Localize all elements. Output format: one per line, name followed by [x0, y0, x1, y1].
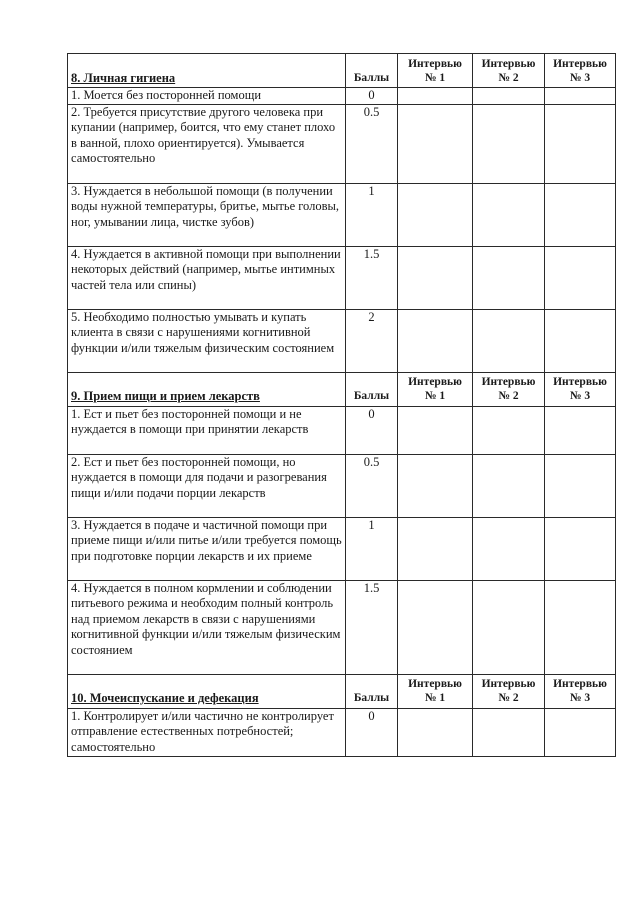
- score-value: 1.5: [346, 580, 398, 674]
- table-row: [68, 183, 616, 246]
- criterion-text: 5. Необходимо полностью умывать и купать клиента в связи с нарушениями когнитивной функции и/или тяжелым физическим состоянием: [68, 309, 346, 372]
- interview-2-cell[interactable]: [473, 183, 545, 246]
- interview-2-header: Интервью № 2: [473, 674, 545, 708]
- interview-1-header: Интервью № 1: [398, 372, 473, 406]
- interview-1-cell[interactable]: [398, 406, 473, 454]
- interview-2-header: Интервью № 2: [473, 54, 545, 88]
- assessment-table: [67, 53, 616, 757]
- interview-1-cell[interactable]: [398, 246, 473, 309]
- interview-3-cell[interactable]: [545, 88, 616, 105]
- interview-2-cell[interactable]: [473, 406, 545, 454]
- score-value: 0: [346, 88, 398, 105]
- interview-1-cell[interactable]: [398, 183, 473, 246]
- interview-1-header: Интервью № 1: [398, 54, 473, 88]
- section-header-row: [68, 674, 616, 708]
- interview-1-cell[interactable]: [398, 88, 473, 105]
- criterion-text: 3. Нуждается в подаче и частичной помощи при приеме пищи и/или питье и/или требуется помощь при подготовке порции лекарств и их приеме: [68, 517, 346, 580]
- interview-3-cell[interactable]: [545, 517, 616, 580]
- score-value: 2: [346, 309, 398, 372]
- table-row: [68, 454, 616, 517]
- criterion-text: 3. Нуждается в небольшой помощи (в получении воды нужной температуры, бритье, мытье головы, ног, умывании лица, чистке зубов): [68, 183, 346, 246]
- interview-1-cell[interactable]: [398, 454, 473, 517]
- score-value: 0.5: [346, 454, 398, 517]
- score-header: Баллы: [346, 674, 398, 708]
- criterion-text: 1. Моется без посторонней помощи: [68, 88, 346, 105]
- score-value: 0: [346, 708, 398, 756]
- interview-2-cell[interactable]: [473, 104, 545, 183]
- interview-2-cell[interactable]: [473, 708, 545, 756]
- table-row: [68, 309, 616, 372]
- score-value: 1.5: [346, 246, 398, 309]
- interview-2-cell[interactable]: [473, 309, 545, 372]
- section-header-row: [68, 54, 616, 88]
- score-header: Баллы: [346, 54, 398, 88]
- score-value: 1: [346, 183, 398, 246]
- table-row: [68, 708, 616, 756]
- criterion-text: 2. Требуется присутствие другого человека при купании (например, боится, что ему станет плохо в ванной, плохо ориентируется). Умывается самостоятельно: [68, 104, 346, 183]
- interview-3-cell[interactable]: [545, 454, 616, 517]
- interview-2-header: Интервью № 2: [473, 372, 545, 406]
- interview-1-cell[interactable]: [398, 580, 473, 674]
- criterion-text: 2. Ест и пьет без посторонней помощи, но нуждается в помощи для подачи и разогревания пищи и/или подачи порции лекарств: [68, 454, 346, 517]
- criterion-text: 1. Ест и пьет без посторонней помощи и не нуждается в помощи при принятии лекарств: [68, 406, 346, 454]
- criterion-text: 4. Нуждается в активной помощи при выполнении некоторых действий (например, мытье интимных частей тела или спины): [68, 246, 346, 309]
- interview-3-cell[interactable]: [545, 406, 616, 454]
- score-value: 1: [346, 517, 398, 580]
- interview-2-cell[interactable]: [473, 88, 545, 105]
- interview-3-cell[interactable]: [545, 183, 616, 246]
- table-row: [68, 246, 616, 309]
- table-row: [68, 104, 616, 183]
- interview-3-cell[interactable]: [545, 246, 616, 309]
- score-header: Баллы: [346, 372, 398, 406]
- score-value: 0: [346, 406, 398, 454]
- interview-2-cell[interactable]: [473, 517, 545, 580]
- interview-3-header: Интервью № 3: [545, 674, 616, 708]
- interview-2-cell[interactable]: [473, 580, 545, 674]
- interview-1-cell[interactable]: [398, 104, 473, 183]
- section-title: 8. Личная гигиена: [68, 54, 346, 88]
- interview-2-cell[interactable]: [473, 246, 545, 309]
- table-row: [68, 88, 616, 105]
- table-row: [68, 517, 616, 580]
- interview-1-header: Интервью № 1: [398, 674, 473, 708]
- table-row: [68, 406, 616, 454]
- interview-3-header: Интервью № 3: [545, 54, 616, 88]
- table-row: [68, 580, 616, 674]
- interview-3-cell[interactable]: [545, 708, 616, 756]
- interview-1-cell[interactable]: [398, 517, 473, 580]
- criterion-text: 1. Контролирует и/или частично не контролирует отправление естественных потребностей; самостоятельно: [68, 708, 346, 756]
- section-header-row: [68, 372, 616, 406]
- score-value: 0.5: [346, 104, 398, 183]
- section-title: 9. Прием пищи и прием лекарств: [68, 372, 346, 406]
- interview-1-cell[interactable]: [398, 708, 473, 756]
- interview-3-cell[interactable]: [545, 104, 616, 183]
- section-title: 10. Мочеиспускание и дефекация: [68, 674, 346, 708]
- interview-1-cell[interactable]: [398, 309, 473, 372]
- interview-3-cell[interactable]: [545, 580, 616, 674]
- interview-2-cell[interactable]: [473, 454, 545, 517]
- criterion-text: 4. Нуждается в полном кормлении и соблюдении питьевого режима и необходим полный контроль над приемом лекарств в связи с нарушениями когнитивной функции и/или тяжелым физическим состоянием: [68, 580, 346, 674]
- interview-3-cell[interactable]: [545, 309, 616, 372]
- interview-3-header: Интервью № 3: [545, 372, 616, 406]
